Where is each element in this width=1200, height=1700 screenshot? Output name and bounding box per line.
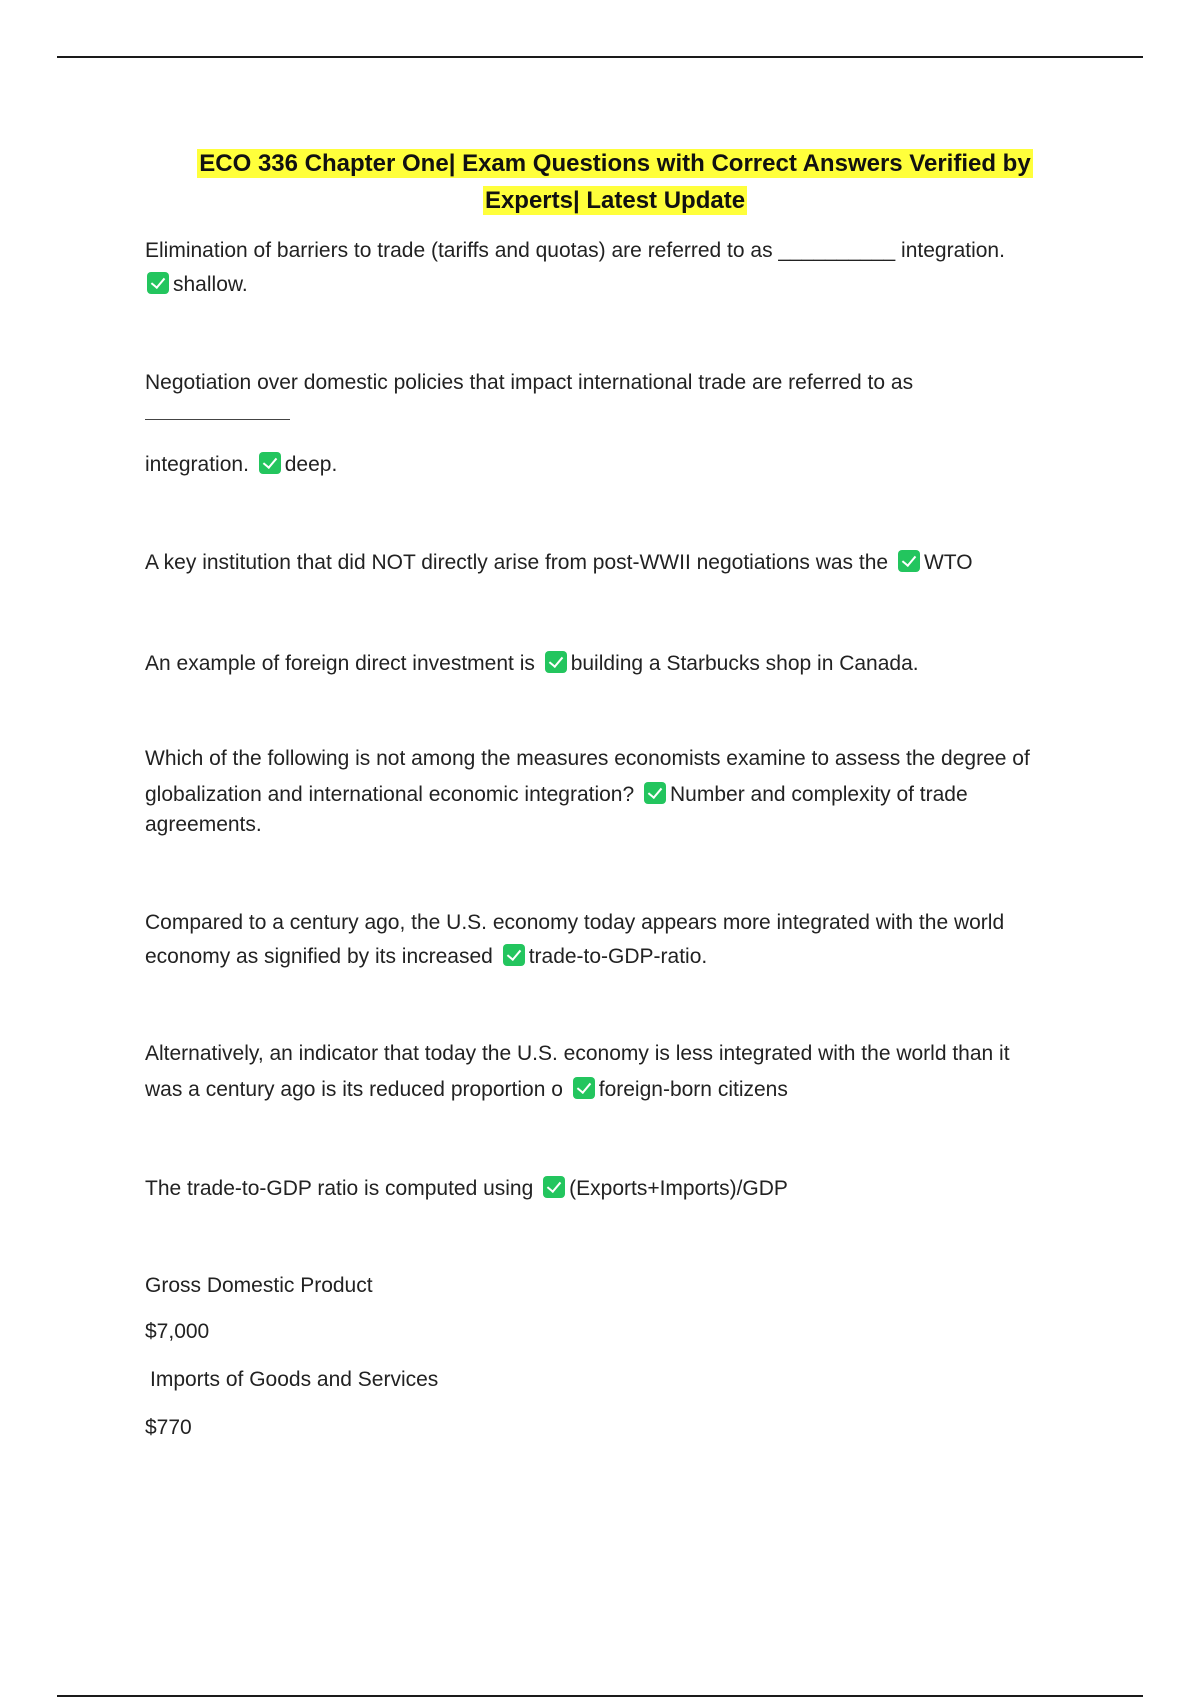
answer-text: building a Starbucks shop in Canada. [570,652,919,675]
question-6 [145,906,1004,940]
question-text: Elimination of barriers to trade (tariffs and quotas) are referred to as __________ integration. [145,239,1005,262]
question-text: A key institution that did NOT directly arise from post-WWII negotiations was the [145,551,889,574]
checkmark-icon [545,651,567,673]
answer-1 [145,268,248,302]
question-text: globalization and international economic integration? [145,783,635,806]
blank-line [145,418,290,420]
answer-text: deep. [284,453,338,476]
question-text: economy as signified by its increased [145,945,493,968]
answer-2 [145,448,337,482]
checkmark-icon [259,452,281,474]
answer-text: WTO [923,551,973,574]
question-text: was a century ago is its reduced proportion o [145,1078,563,1101]
question-text: Negotiation over domestic policies that impact international trade are referred to as [145,371,914,394]
gdp-label: Gross Domestic Product [145,1274,373,1297]
question-5-line-2 [145,778,968,812]
answer-text: shallow. [173,273,248,296]
top-rule [57,56,1143,58]
checkmark-icon [644,782,666,804]
checkmark-icon [147,272,169,294]
answer-text: (Exports+Imports)/GDP [569,1177,788,1200]
question-text: integration. [145,453,249,476]
question-text: An example of foreign direct investment is [145,652,535,675]
question-text: The trade-to-GDP ratio is computed using [145,1177,534,1200]
bottom-rule [57,1695,1143,1697]
question-text: Alternatively, an indicator that today the U.S. economy is less integrated with the world than it [145,1042,1010,1065]
answer-text: agreements. [145,813,262,836]
question-2-blank [145,397,290,431]
checkmark-icon [573,1077,595,1099]
imports-value: $770 [145,1416,192,1439]
question-1 [145,234,1005,268]
title-line-2: Experts| Latest Update [484,187,746,214]
title-line-1: ECO 336 Chapter One| Exam Questions with Correct Answers Verified by [199,150,1031,177]
question-4 [145,647,919,681]
document-title [140,145,1090,219]
answer-text: Number and complexity of trade [670,783,968,806]
checkmark-icon [503,944,525,966]
checkmark-icon [543,1176,565,1198]
question-7 [145,1037,1010,1071]
question-5 [145,742,1030,776]
checkmark-icon [898,550,920,572]
question-6-line-2 [145,940,707,974]
gdp-value: $7,000 [145,1320,210,1343]
answer-5-cont [145,808,262,842]
question-text: Which of the following is not among the measures economists examine to assess the degree of [145,747,1030,770]
answer-text: trade-to-GDP-ratio. [528,945,708,968]
question-8 [145,1172,788,1206]
question-text: Compared to a century ago, the U.S. economy today appears more integrated with the world [145,911,1005,934]
answer-text: foreign-born citizens [598,1078,788,1101]
question-2 [145,366,913,400]
imports-label: Imports of Goods and Services [150,1368,439,1391]
question-7-line-2 [145,1073,788,1107]
question-3 [145,546,973,580]
